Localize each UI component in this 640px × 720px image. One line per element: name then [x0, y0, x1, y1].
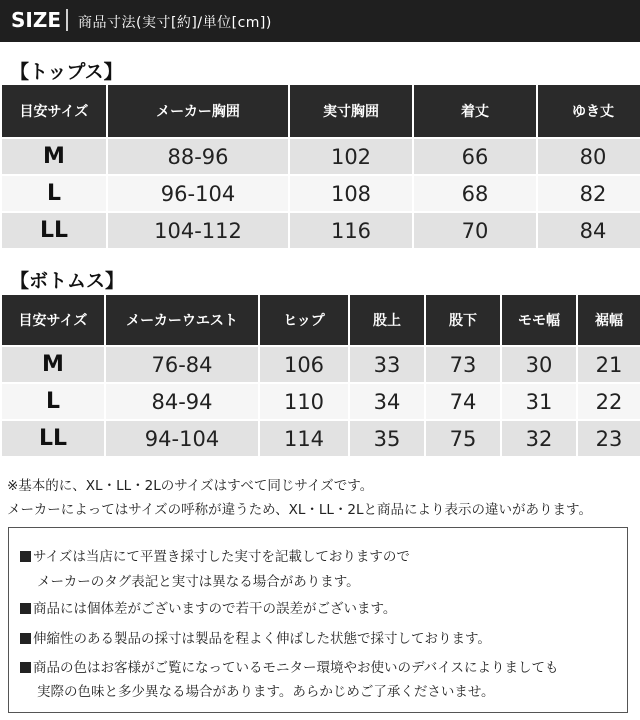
table-row — [2, 139, 640, 174]
table-cell: 30 — [502, 347, 576, 382]
size-cell: LL — [2, 213, 106, 248]
caution-text: サイズは当店にて平置き採寸した実寸を記載しておりますので — [33, 549, 410, 565]
size-note: ※基本的に、XL・LL・2Lのサイズはすべて同じサイズです。 — [7, 478, 374, 494]
table-cell: 32 — [502, 421, 576, 456]
table-cell: 84 — [538, 213, 640, 248]
caution-item — [20, 656, 559, 676]
table-cell: 116 — [290, 213, 412, 248]
table-cell: 76-84 — [106, 347, 258, 382]
column-header: 実寸胸囲 — [290, 85, 412, 137]
table-cell: 31 — [502, 384, 576, 419]
caution-item — [20, 545, 410, 565]
tops-size-table — [0, 83, 640, 250]
table-cell: 75 — [426, 421, 500, 456]
table-cell: 108 — [290, 176, 412, 211]
column-header: 股下 — [426, 295, 500, 345]
tops-title: 【トップス】 — [10, 61, 123, 83]
table-cell: 33 — [350, 347, 424, 382]
size-note: メーカーによってはサイズの呼称が違うため、XL・LL・2Lと商品により表示の違いがあります。 — [7, 502, 592, 518]
caution-text: 商品には個体差がございますので若干の誤差がございます。 — [33, 601, 397, 617]
table-header-row — [2, 295, 640, 345]
column-header: 着丈 — [414, 85, 536, 137]
table-cell: 106 — [260, 347, 348, 382]
table-cell: 70 — [414, 213, 536, 248]
table-cell: 35 — [350, 421, 424, 456]
table-cell: 68 — [414, 176, 536, 211]
table-row — [2, 347, 640, 382]
caution-item — [20, 597, 396, 617]
table-cell: 80 — [538, 139, 640, 174]
caution-text: 商品の色はお客様がご覧になっているモニター環境やお使いのデバイスによりましても — [33, 660, 559, 676]
size-cell: LL — [2, 421, 104, 456]
caution-text: メーカーのタグ表記と実寸は異なる場合があります。 — [37, 574, 360, 590]
size-cell: L — [2, 176, 106, 211]
table-cell: 74 — [426, 384, 500, 419]
column-header: メーカーウエスト — [106, 295, 258, 345]
column-header: ゆき丈 — [538, 85, 640, 137]
table-cell: 82 — [538, 176, 640, 211]
caution-text: 実際の色味と多少異なる場合があります。あらかじめご了承くださいませ。 — [37, 684, 495, 700]
table-row — [2, 176, 640, 211]
table-cell: 88-96 — [108, 139, 288, 174]
column-header: 股上 — [350, 295, 424, 345]
header-divider — [66, 9, 68, 31]
table-header-row — [2, 85, 640, 137]
table-cell: 34 — [350, 384, 424, 419]
table-cell: 114 — [260, 421, 348, 456]
table-row — [2, 384, 640, 419]
table-cell: 21 — [578, 347, 640, 382]
square-bullet-icon — [20, 633, 31, 644]
table-cell: 110 — [260, 384, 348, 419]
table-cell: 104-112 — [108, 213, 288, 248]
table-cell: 66 — [414, 139, 536, 174]
table-cell: 23 — [578, 421, 640, 456]
size-cell: L — [2, 384, 104, 419]
header-bar — [0, 0, 640, 42]
square-bullet-icon — [20, 603, 31, 614]
bottoms-title: 【ボトムス】 — [10, 270, 125, 292]
column-header: メーカー胸囲 — [108, 85, 288, 137]
column-header: ヒップ — [260, 295, 348, 345]
header-subtitle: 商品寸法(実寸[約]/単位[cm]) — [78, 15, 272, 31]
size-label: SIZE — [11, 8, 62, 32]
table-cell: 96-104 — [108, 176, 288, 211]
size-cell: M — [2, 347, 104, 382]
table-cell: 102 — [290, 139, 412, 174]
table-cell: 94-104 — [106, 421, 258, 456]
column-header: 目安サイズ — [2, 295, 104, 345]
column-header: 裾幅 — [578, 295, 640, 345]
table-cell: 22 — [578, 384, 640, 419]
table-row — [2, 421, 640, 456]
square-bullet-icon — [20, 551, 31, 562]
caution-item — [20, 627, 491, 647]
caution-text: 伸縮性のある製品の採寸は製品を程よく伸ばした状態で採寸しております。 — [33, 631, 491, 647]
size-cell: M — [2, 139, 106, 174]
column-header: 目安サイズ — [2, 85, 106, 137]
square-bullet-icon — [20, 662, 31, 673]
table-cell: 84-94 — [106, 384, 258, 419]
column-header: モモ幅 — [502, 295, 576, 345]
bottoms-size-table — [0, 293, 640, 458]
table-cell: 73 — [426, 347, 500, 382]
table-row — [2, 213, 640, 248]
